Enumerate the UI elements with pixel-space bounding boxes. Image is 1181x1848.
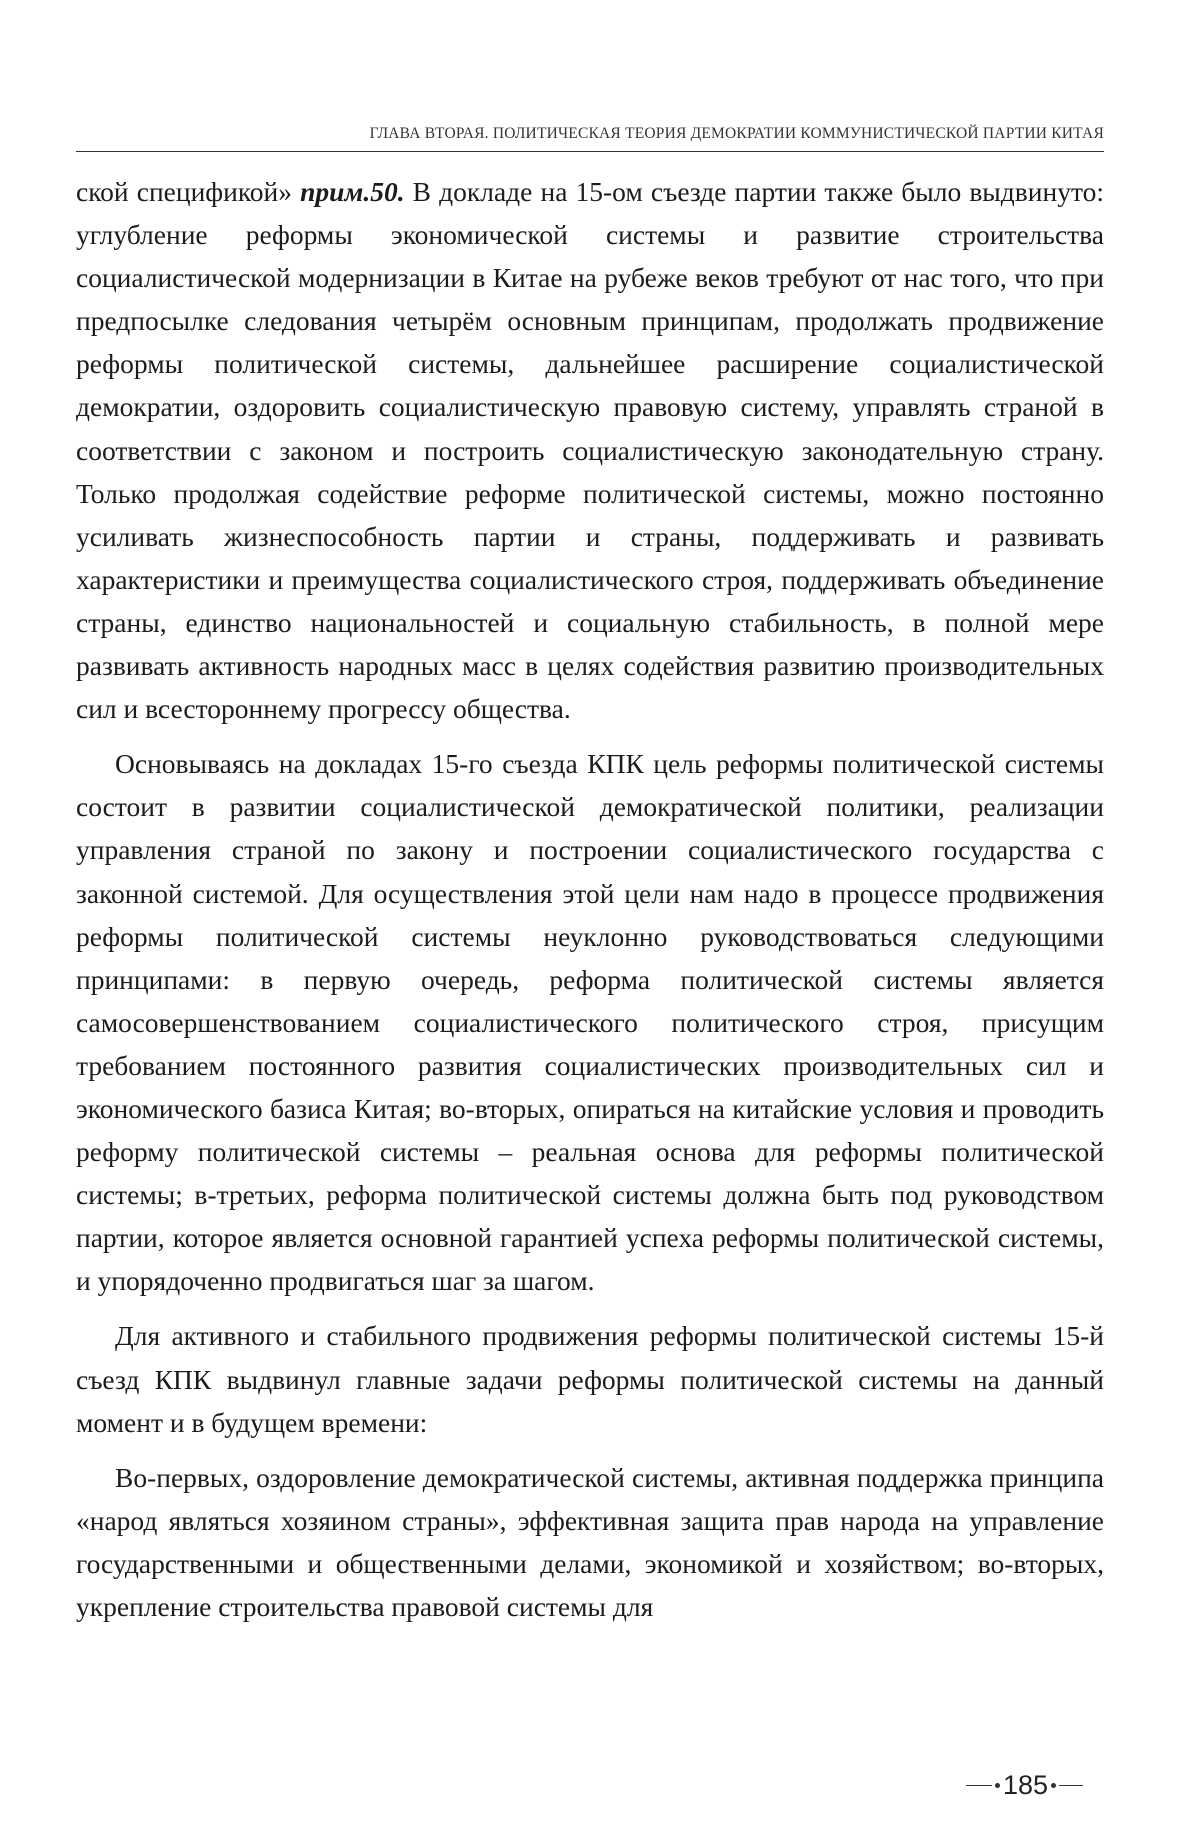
- page-number: 185: [1003, 1770, 1049, 1800]
- paragraph-1-start: ской спецификой»: [76, 176, 301, 207]
- note-reference: прим.50.: [300, 176, 405, 207]
- paragraph-1: [76, 170, 1104, 730]
- paragraph-4: Во-первых, оздоровление демократической системы, активная поддержка принципа «народ являться хозяином страны», эффективная защита прав народа на управление государственными и общественными делами, экономикой и хозяйством; во-вторых, укрепление строительства правовой системы для: [76, 1461, 1104, 1622]
- running-header: ГЛАВА ВТОРАЯ. ПОЛИТИЧЕСКАЯ ТЕОРИЯ ДЕМОКРАТИИ КОММУНИСТИЧЕСКОЙ ПАРТИИ КИТАЯ: [369, 125, 1104, 142]
- page-number-right-rule: [1059, 1785, 1083, 1786]
- page-number-left-rule: [966, 1785, 992, 1786]
- page-number-footer: [966, 1770, 1106, 1801]
- page-number-right-dot: [1051, 1783, 1056, 1788]
- header-rule: [76, 151, 1104, 152]
- page-number-left-dot: [995, 1783, 1000, 1788]
- paragraph-1-rest: В докладе на 15-ом съезде партии также было выдвинуто: углубление реформы экономической системы и развитие строительства социалистической модернизации в Китае на рубеже веков требуют от нас того, что при предпосылке следования четырём основным принципам, продолжать продвижение реформы политической системы, дальнейшее расширение социалистической демократии, оздоровить социалистическую правовую систему, управлять страной в соответствии с законом и построить социалистическую законодательную страну. Только продолжая содействие реформе политической системы, можно постоянно усиливать жизнеспособность партии и страны, поддерживать и развивать характеристики и преимущества социалистического строя, поддерживать объединение страны, единство национальностей и социальную стабильность, в полной мере развивать активность народных масс в целях содействия развитию производительных сил и всестороннему прогрессу общества.: [76, 176, 1104, 725]
- paragraph-3: Для активного и стабильного продвижения реформы политической системы 15-й съезд КПК выдвинул главные задачи реформы политической системы на данный момент и в будущем времени:: [76, 1320, 1104, 1438]
- body-text: [76, 170, 1104, 1640]
- paragraph-2: Основываясь на докладах 15-го съезда КПК цель реформы политической системы состоит в развитии социалистической демократической политики, реализации управления страной по закону и построении социалистического государства с законной системой. Для осуществления этой цели нам надо в процессе продвижения реформы политической системы неуклонно руководствоваться следующими принципами: в первую очередь, реформа политической системы является самосовершенствованием социалистического политического строя, присущим требованием постоянного развития социалистических производительных сил и экономического базиса Китая; во-вторых, опираться на китайские условия и проводить реформу политической системы – реальная основа для реформы политической системы; в-третьих, реформа политической системы должна быть под руководством партии, которое является основной гарантией успеха реформы политической системы, и упорядоченно продвигаться шаг за шагом.: [76, 748, 1104, 1297]
